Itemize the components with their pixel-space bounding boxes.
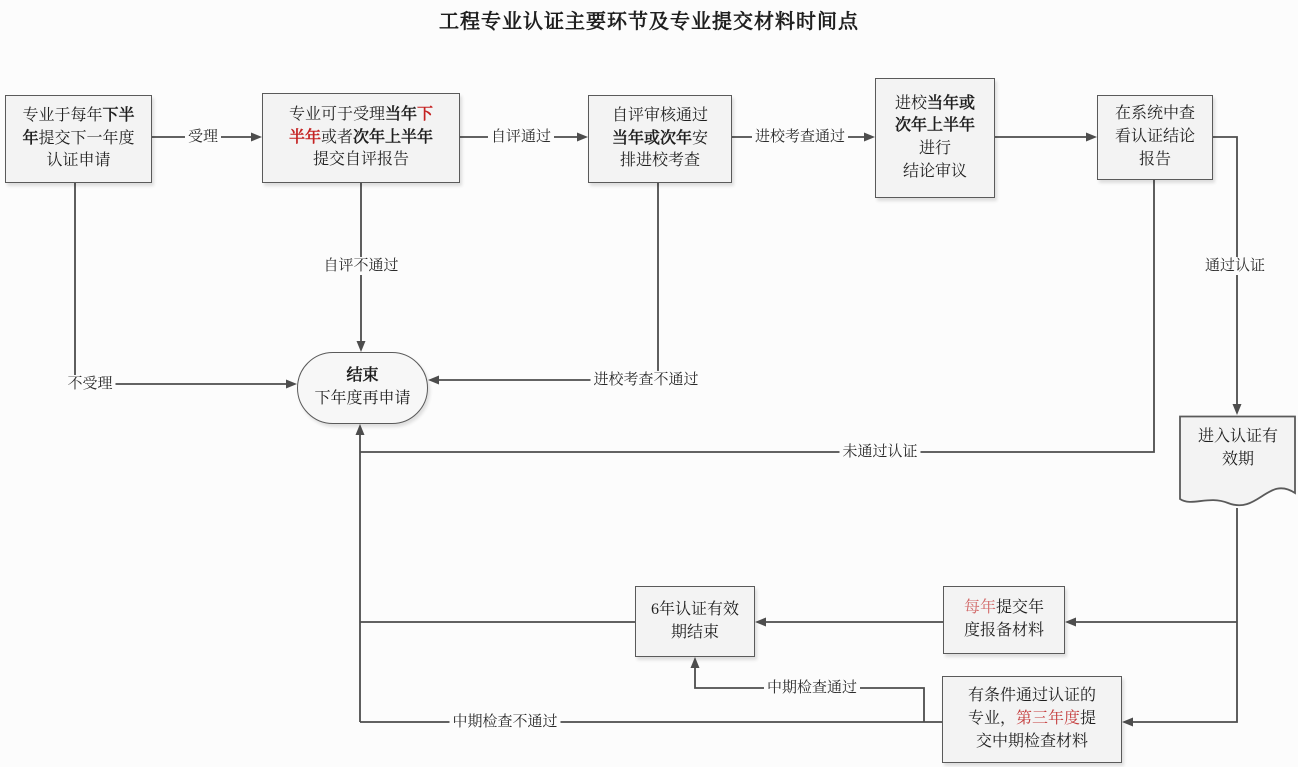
edge-label-cert-fail: 未通过认证 xyxy=(839,443,920,461)
box-six-year-end-line1: 6年认证有效 xyxy=(650,600,739,618)
box-self-report-line1: 专业可于受理当年下 xyxy=(288,105,434,123)
box-conclusion-review xyxy=(875,78,995,198)
box-school-visit-line1: 自评审核通过 xyxy=(611,106,708,124)
box-six-year-end-line2: 期结束 xyxy=(670,623,719,641)
box-mid-check xyxy=(942,676,1122,763)
box-apply-line2: 年提交下一年度 xyxy=(22,129,135,147)
box-apply xyxy=(5,95,152,183)
terminator-end xyxy=(297,352,428,424)
box-view-report-line1: 在系统中查 xyxy=(1114,105,1195,123)
box-annual-report xyxy=(943,586,1065,654)
box-self-report xyxy=(262,93,460,183)
box-mid-check-line3: 交中期检查材料 xyxy=(975,732,1088,750)
box-view-report xyxy=(1097,95,1213,180)
doc-valid-period-text: 进入认证有 效期 xyxy=(1197,428,1278,469)
box-conclusion-review-line4: 结论审议 xyxy=(902,162,967,180)
connector-junction-to-end xyxy=(356,424,365,722)
box-school-visit xyxy=(588,95,732,183)
connector-cert-fail xyxy=(360,180,1154,452)
edge-label-self-fail: 自评不通过 xyxy=(320,257,401,275)
box-six-year-end xyxy=(635,586,755,657)
diagram-title: 工程专业认证主要环节及专业提交材料时间点 xyxy=(439,11,859,33)
edge-label-accept: 受理 xyxy=(185,128,221,146)
connector-annual-to-sixyear xyxy=(755,618,943,627)
box-school-visit-line2: 当年或次年安 xyxy=(611,129,709,147)
box-annual-report-line1: 每年提交年 xyxy=(963,599,1045,617)
box-view-report-line2: 看认证结论 xyxy=(1114,128,1195,146)
edge-label-visit-fail: 进校考查不通过 xyxy=(590,371,701,389)
connector-review-to-view xyxy=(995,133,1097,142)
box-apply-line3: 认证申请 xyxy=(46,152,111,170)
box-self-report-line3: 提交自评报告 xyxy=(312,151,409,169)
terminator-end-line1: 结束 xyxy=(346,367,379,385)
box-self-report-line2: 半年或者次年上半年 xyxy=(288,128,434,146)
box-mid-check-line1: 有条件通过认证的 xyxy=(967,687,1096,705)
connector-visit-fail xyxy=(428,183,658,385)
edge-label-visit-pass: 进校考查通过 xyxy=(752,128,848,146)
edge-label-mid-pass: 中期检查通过 xyxy=(764,679,860,697)
box-conclusion-review-line2: 次年上半年 xyxy=(894,117,975,135)
box-school-visit-line3: 排进校考查 xyxy=(619,152,700,170)
connector-cert-pass xyxy=(1213,137,1242,415)
box-mid-check-line2: 专业，第三年度提 xyxy=(967,710,1097,728)
box-annual-report-line2: 度报备材料 xyxy=(963,622,1044,639)
edge-label-self-pass: 自评通过 xyxy=(488,128,554,146)
box-apply-line1: 专业于每年下半 xyxy=(22,106,135,124)
box-conclusion-review-line1: 进校当年或 xyxy=(894,94,976,112)
edge-label-mid-fail: 中期检查不通过 xyxy=(449,713,560,731)
terminator-end-line2: 下年度再申请 xyxy=(314,390,411,407)
box-conclusion-review-line3: 进行 xyxy=(918,140,951,157)
connector-reject xyxy=(75,183,297,389)
doc-valid-period xyxy=(1178,415,1298,517)
box-view-report-line3: 报告 xyxy=(1138,150,1171,168)
edge-label-cert-pass: 通过认证 xyxy=(1202,257,1268,275)
edge-label-reject: 不受理 xyxy=(64,375,115,393)
connector-doc-to-annual xyxy=(1065,618,1237,627)
connector-doc-to-midcheck xyxy=(1122,508,1237,727)
